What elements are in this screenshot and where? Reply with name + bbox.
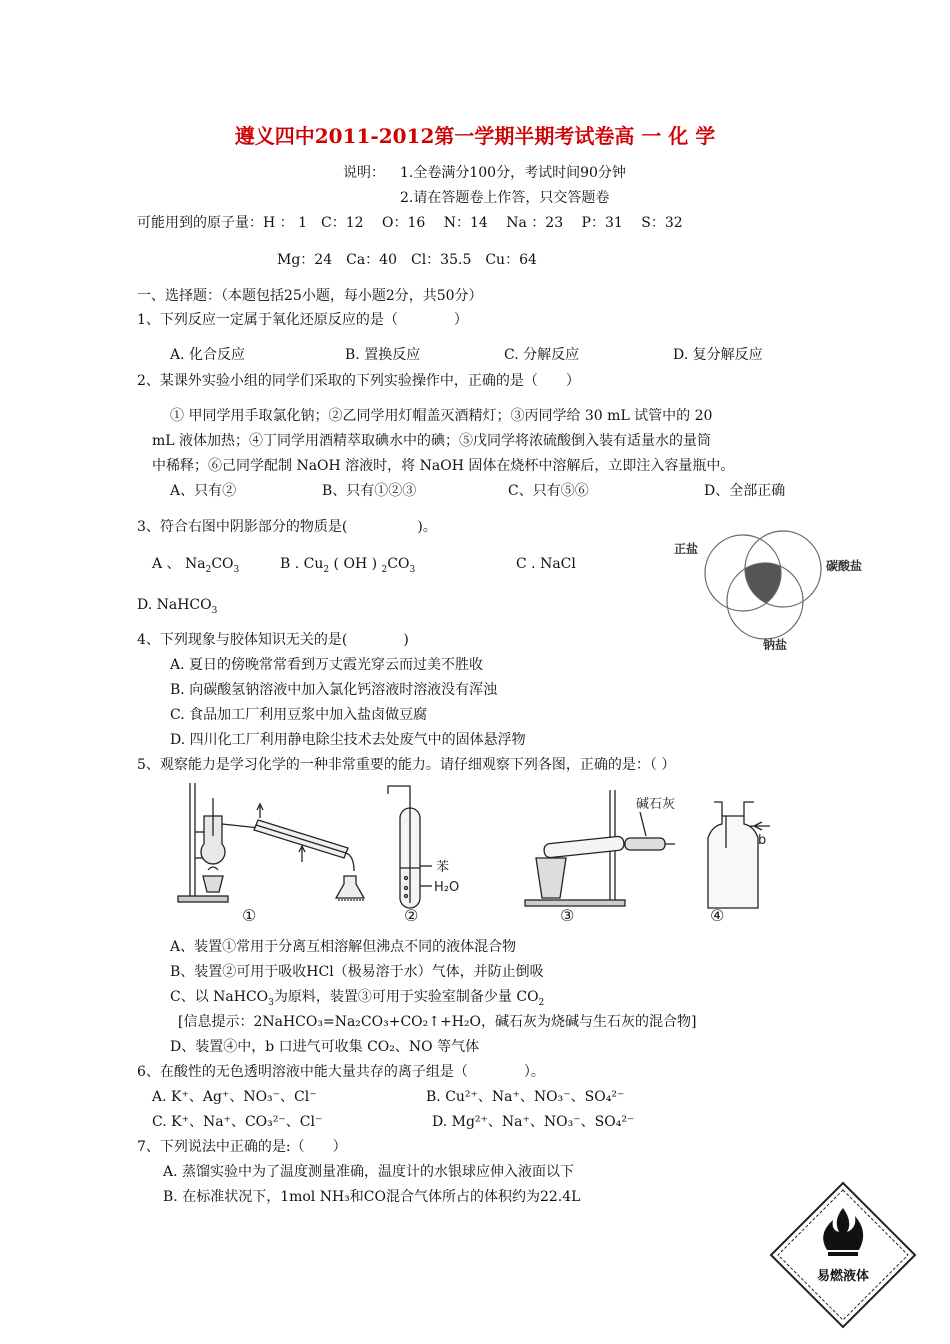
q5-stem: 5、观察能力是学习化学的一种非常重要的能力。请仔细观察下列各图，正确的是：（ ）	[137, 757, 676, 773]
q2-stem: 2、某课外实验小组的同学们采取的下列实验操作中，正确的是（ ）	[137, 373, 580, 389]
fig-label-2: ②	[404, 906, 419, 925]
label-benzene: 苯	[436, 860, 450, 875]
label-water: H₂O	[434, 880, 460, 895]
label-carbonate: 碳酸盐	[826, 559, 863, 573]
q2-option-c: C、只有⑤⑥	[508, 483, 589, 499]
venn-diagram	[668, 525, 878, 655]
q4-option-a: A. 夏日的傍晚常常看到万丈霞光穿云而过美不胜收	[170, 657, 484, 673]
q1-option-b: B. 置换反应	[345, 347, 421, 363]
q3-option-d: D. NaHCO$_3$	[137, 597, 218, 616]
apparatus-1-distillation	[178, 783, 364, 902]
q4-option-b: B. 向碳酸氢钠溶液中加入氯化钙溶液时溶液没有浑浊	[170, 682, 498, 698]
label-normal-salt: 正盐	[674, 542, 699, 556]
q2-option-d: D、全部正确	[704, 483, 786, 499]
q3-option-c: C . NaCl	[516, 556, 576, 572]
label-port-b: b	[758, 833, 767, 848]
q5-option-c: C、以 NaHCO$_3$为原料，装置③可用于实验室制备少量 $CO_2$	[170, 989, 545, 1008]
q4-option-c: C. 食品加工厂利用豆浆中加入盐卤做豆腐	[170, 707, 428, 723]
q7-option-a: A. 蒸馏实验中为了温度测量准确，温度计的水银球应伸入液面以下	[163, 1164, 575, 1180]
q1-option-d: D. 复分解反应	[673, 347, 763, 363]
q6-option-c: C. K⁺、Na⁺、CO₃²⁻、Cl⁻	[152, 1114, 323, 1130]
q5-option-a: A、装置①常用于分离互相溶解但沸点不同的液体混合物	[170, 939, 517, 955]
q1-option-a: A. 化合反应	[170, 347, 246, 363]
q2-para-3: 中稀释；⑥己同学配制 NaOH 溶液时，将 NaOH 固体在烧杯中溶解后，立即注入容量瓶中。	[152, 458, 735, 474]
q2-para-2: mL 液体加热；④丁同学用酒精萃取碘水中的碘；⑤戊同学将浓硫酸倒入装有适量水的量筒	[152, 433, 712, 449]
fig-label-4: ④	[710, 906, 725, 925]
atomic-mass-line-2: Mg：24 Ca：40 Cl：35.5 Cu：64	[277, 252, 537, 268]
q2-option-a: A、只有②	[170, 483, 237, 499]
q2-para-1: ① 甲同学用手取氯化钠；②乙同学用灯帽盖灭酒精灯；③丙同学给 30 mL 试管中的 20	[170, 408, 713, 424]
apparatus-figure	[170, 778, 790, 928]
notes-label: 说明：	[343, 165, 385, 181]
q3-stem: 3、符合右图中阴影部分的物质是( )。	[137, 519, 437, 535]
atomic-mass-line-1: 可能用到的原子量：H ： 1 C：12 O：16 N：14 Na ：23 P：31 S：32	[137, 215, 683, 231]
q6-option-a: A. K⁺、Ag⁺、NO₃⁻、Cl⁻	[152, 1089, 317, 1105]
q1-stem: 1、下列反应一定属于氧化还原反应的是（ ）	[137, 312, 468, 328]
q3-option-b: B . $Cu_2$ ( OH ) $_2CO_3$	[280, 556, 416, 575]
apparatus-4-gas-bottle	[708, 802, 770, 908]
label-sodium-salt: 钠盐	[763, 638, 788, 652]
q5-option-d: D、装置④中，b 口进气可收集 CO₂、NO 等气体	[170, 1039, 480, 1055]
q6-stem: 6、在酸性的无色透明溶液中能大量共存的离子组是（ ）。	[137, 1064, 545, 1080]
q6-option-d: D. Mg²⁺、Na⁺、NO₃⁻、SO₄²⁻	[432, 1114, 635, 1130]
q7-stem: 7、下列说法中正确的是:（ ）	[137, 1139, 347, 1155]
fig-label-3: ③	[560, 906, 575, 925]
note-2: 2.请在答题卷上作答，只交答题卷	[400, 190, 610, 206]
fig-label-1: ①	[242, 906, 257, 925]
q2-option-b: B、只有①②③	[322, 483, 417, 499]
note-1: 1.全卷满分100分，考试时间90分钟	[400, 165, 626, 181]
section-heading: 一、选择题：（本题包括25小题，每小题2分，共50分）	[137, 288, 483, 304]
q5-hint: [信息提示：2NaHCO₃=Na₂CO₃+CO₂↑+H₂O，碱石灰为烧碱与生石灰的混合物]	[178, 1014, 697, 1030]
q1-option-c: C. 分解反应	[504, 347, 580, 363]
flammable-liquid-sign	[768, 1180, 918, 1330]
q4-option-d: D. 四川化工厂利用静电除尘技术去处废气中的固体悬浮物	[170, 732, 526, 748]
q6-option-b: B. Cu²⁺、Na⁺、NO₃⁻、SO₄²⁻	[426, 1089, 625, 1105]
label-soda-lime: 碱石灰	[636, 797, 676, 812]
q7-option-b: B. 在标准状况下，1mol NH₃和CO混合气体所占的体积约为22.4L	[163, 1189, 581, 1205]
q5-option-b: B、装置②可用于吸收HCl（极易溶于水）气体，并防止倒吸	[170, 964, 544, 980]
apparatus-2-absorption	[388, 786, 432, 908]
exam-title: 遵义四中2011-2012第一学期半期考试卷高 一 化 学	[234, 124, 716, 148]
q4-stem: 4、下列现象与胶体知识无关的是( )	[137, 632, 409, 648]
hazard-label: 易燃液体	[816, 1269, 870, 1284]
q3-option-a: A 、 $Na_2CO_3$	[152, 556, 240, 575]
